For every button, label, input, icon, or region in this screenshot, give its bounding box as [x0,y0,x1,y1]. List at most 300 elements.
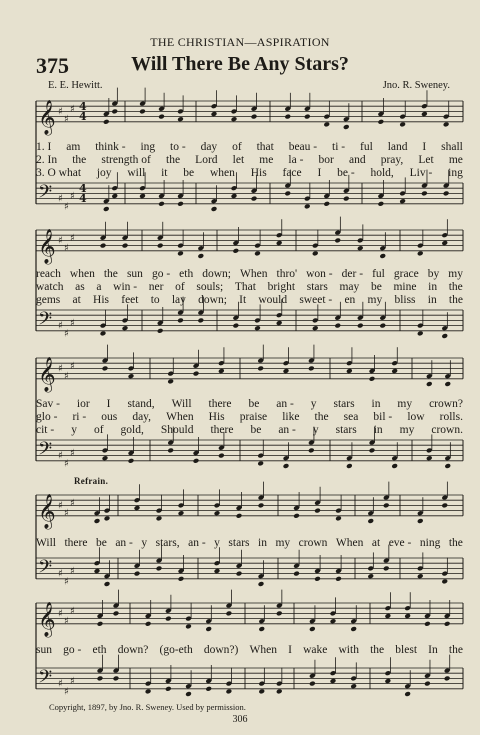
note-head [444,621,451,627]
lyric-syllable: grace [393,268,419,280]
lyric-syllable: of [175,281,185,293]
note-head [284,114,291,120]
note-head [335,576,342,582]
note-head [218,368,225,374]
lyric-syllable: my [397,398,413,410]
lyric-syllable: of [93,424,104,436]
note-head [214,510,221,516]
note-head [367,518,374,524]
lyric-syllable: 2. In [36,154,58,166]
note-head [156,515,163,521]
note-head [421,190,428,196]
lyric-syllable: the [314,411,329,423]
note-head [293,571,300,577]
note-head [236,571,243,577]
lyric-syllable: land [387,141,408,153]
lyric-syllable: lay [171,294,186,306]
note-head [399,121,406,127]
refrain-label: Refrain. [74,476,109,486]
note-head [254,325,261,331]
note-head [185,623,192,629]
lyric-syllable: stand, [127,398,155,410]
lyric-syllable: there [210,424,234,436]
note-head [236,513,243,519]
bass-clef-icon: 𝄢 [38,308,53,334]
lyric-syllable: mine [393,281,417,293]
note-head [385,678,392,684]
note-head [156,565,163,571]
page-number: 306 [232,714,248,725]
sharp-icon: ♯ [58,450,63,462]
lyric-syllable: in [427,294,437,306]
lyric-syllable: would [258,294,288,306]
lyric-syllable: Lord [195,154,218,166]
note-head [103,119,110,125]
lyric-syllable: ner [148,281,164,293]
note-head [134,505,141,511]
note-head [399,198,406,204]
note-head [177,317,184,323]
note-head [157,328,164,334]
hymn-number: 375 [36,53,69,78]
note-head [97,621,104,627]
note-head [214,568,221,574]
note-head [113,610,120,616]
lyric-syllable: the [72,154,87,166]
lyric-syllable: praise [239,411,268,423]
time-signature: 4 [79,100,87,113]
note-head [145,621,152,627]
note-head [111,108,118,114]
note-head [441,502,448,508]
note-head [444,381,451,387]
bass-clef-icon: 𝄢 [38,438,53,464]
lyric-syllable: crown [298,537,328,549]
lyric-syllable: in [373,424,383,436]
lyric-syllable: the [448,537,463,549]
lyric-syllable: joy [96,167,112,179]
lyric-syllable: and [349,154,366,166]
note-head [309,681,316,687]
lyric-syllable: feet [121,294,139,306]
note-head [158,201,165,207]
lyric-syllable: stars [333,398,355,410]
lyric-syllable: la - [288,154,304,166]
note-head [276,688,283,694]
lyric-syllable: the [166,154,181,166]
note-head [167,378,174,384]
lyric-syllable: my [275,537,291,549]
lyric-syllable: the [448,294,463,306]
note-head [350,626,357,632]
note-head [103,206,110,212]
note-head [441,578,448,584]
note-head [323,201,330,207]
note-head [128,373,135,379]
note-head [426,455,433,461]
note-head [226,688,233,694]
lyric-syllable: crown. [431,424,463,436]
sharp-icon: ♯ [58,193,63,205]
lyric-syllable: ing [140,141,156,153]
time-signature: 4 [79,192,87,205]
lyric-syllable: ior [76,398,90,410]
lyric-syllable: in [371,398,381,410]
note-head [304,203,311,209]
note-head [178,510,185,516]
lyric-syllable: ning [419,537,441,549]
lyric-syllable: an - [276,398,294,410]
lyric-syllable: souls; [196,281,224,293]
note-head [257,365,264,371]
lyric-syllable: When [240,268,268,280]
note-head [330,618,337,624]
note-head [283,368,290,374]
note-head [197,317,204,323]
lyric-syllable: sea [343,411,359,423]
lyric-syllable: to - [170,141,186,153]
lyric-syllable: I [317,167,322,179]
treble-clef-icon: 𝄞 [38,601,56,637]
note-head [111,193,118,199]
note-head [312,250,319,256]
note-head [367,573,374,579]
lyric-syllable: eth [92,644,107,656]
bass-clef-icon: 𝄢 [38,181,53,207]
note-head [128,458,135,464]
lyric-line [36,268,463,281]
note-head [391,368,398,374]
note-head [100,330,107,336]
note-head [293,513,300,519]
sharp-icon: ♯ [58,363,63,375]
sharp-icon: ♯ [64,243,69,255]
lyric-syllable: In [428,644,438,656]
lyric-syllable: stars [335,424,357,436]
note-head [258,688,265,694]
lyric-syllable: day [200,141,218,153]
note-head [205,686,212,692]
note-head [346,368,353,374]
note-head [97,675,104,681]
lyric-syllable: ful [372,268,385,280]
note-head [404,691,411,697]
note-head [211,111,218,117]
lyric-syllable: of [232,141,242,153]
note-head [211,206,218,212]
note-head [378,119,385,125]
lyric-syllable: gold, [120,424,144,436]
bass-clef-icon: 𝄢 [38,556,53,582]
lyric-syllable: wake [303,644,328,656]
note-head [94,518,101,524]
lyric-syllable: ri - [72,411,87,423]
note-head [139,193,146,199]
lyric-syllable: by [427,268,440,280]
sharp-icon: ♯ [64,686,69,698]
note-head [232,248,239,254]
lyric-syllable: stars [228,537,250,549]
composer-credit: Jno. R. Sweney. [382,80,450,91]
lyric-syllable: His [93,294,110,306]
note-head [424,681,431,687]
lyric-syllable: when [69,268,95,280]
note-head [441,240,448,246]
note-head [421,111,428,117]
note-head [258,626,265,632]
note-head [177,116,184,122]
note-head [357,245,364,251]
note-head [157,243,164,249]
note-head [369,447,376,453]
time-signature: 4 [79,110,87,123]
lyric-syllable: be [250,424,262,436]
lyric-syllable: sun [126,268,143,280]
lyric-line [36,398,463,411]
note-head [193,458,200,464]
copyright-notice: Copyright, 1897, by Jno. R. Sweney. Used by permission. [49,702,246,712]
sharp-icon: ♯ [58,678,63,690]
sharp-icon: ♯ [64,114,69,126]
lyric-syllable: Liv - [409,167,433,179]
lyric-syllable: I [106,398,111,410]
note-head [251,196,258,202]
sharp-icon: ♯ [64,371,69,383]
lyric-syllable: an - [188,537,206,549]
bass-clef-icon: 𝄢 [38,666,53,692]
lyric-syllable: there [64,537,88,549]
lyric-syllable: that [256,141,274,153]
lyric-syllable: 1. I [36,141,52,153]
treble-clef-icon: 𝄞 [38,356,56,392]
note-head [334,323,341,329]
lyric-syllable: with [338,644,359,656]
lyric-syllable: let [232,154,245,166]
note-head [122,325,129,331]
note-head [283,463,290,469]
note-head [139,108,146,114]
lyric-syllable: eth [179,268,194,280]
lyric-syllable: down?) [203,644,239,656]
lyric-syllable: the [448,644,463,656]
lyric-syllable: think - [95,141,126,153]
lyric-syllable: watch [36,281,64,293]
note-head [104,515,111,521]
lyric-syllable: stars, [155,537,180,549]
lyric-syllable: be - [337,167,355,179]
note-head [102,365,109,371]
note-head [379,323,386,329]
note-head [258,502,265,508]
sharp-icon: ♯ [70,566,75,577]
sharp-icon: ♯ [70,605,75,617]
lyric-syllable: I [288,644,292,656]
note-head [232,323,239,329]
sharp-icon: ♯ [70,360,75,372]
lyric-syllable: to [150,294,160,306]
lyric-line [36,644,463,657]
note-head [312,325,319,331]
lyric-syllable: glo - [36,411,58,423]
lyric-syllable: It [239,294,247,306]
note-head [369,376,376,382]
note-head [378,201,385,207]
lyric-syllable: gems [36,294,61,306]
note-head [314,508,321,514]
lyric-syllable: His [250,167,267,179]
lyric-syllable: be [248,398,260,410]
note-head [284,190,291,196]
lyric-syllable: down; [202,268,231,280]
note-head [258,581,265,587]
note-head [276,240,283,246]
note-head [308,447,315,453]
note-head [346,463,353,469]
note-head [254,250,261,256]
lyric-syllable: the [103,268,118,280]
lyric-syllable: When [249,644,277,656]
lyric-syllable: When [335,537,364,549]
note-head [193,371,200,377]
lyric-syllable: me [259,154,274,166]
lyric-syllable: (go-eth [159,644,193,656]
note-head [417,518,424,524]
sharp-icon: ♯ [64,576,69,588]
lyric-line [36,154,463,167]
note-head [100,243,107,249]
lyric-line [36,141,463,154]
note-head [185,691,192,697]
sharp-icon: ♯ [70,448,75,459]
lyric-syllable: ous [101,411,118,423]
lyric-syllable: in [428,281,438,293]
lyric-syllable: face [282,167,302,179]
sharp-icon: ♯ [70,497,75,509]
lyric-syllable: will [127,167,146,179]
note-head [177,250,184,256]
sharp-icon: ♯ [64,616,69,628]
sharp-icon: ♯ [70,232,75,244]
note-head [178,576,185,582]
lyric-syllable: I [422,141,427,153]
sharp-icon: ♯ [58,568,63,580]
lyric-syllable: der - [341,268,364,280]
note-head [251,114,258,120]
sharp-icon: ♯ [70,318,75,329]
note-head [383,565,390,571]
lyric-line [36,537,463,550]
lyric-syllable: crown? [429,398,463,410]
lyric-syllable: ful [360,141,373,153]
note-head [177,201,184,207]
lyric-syllable: bright [267,281,296,293]
lyric-syllable: a [96,281,102,293]
lyric-syllable: my [367,294,383,306]
note-head [113,675,120,681]
lyric-syllable: am [66,141,81,153]
note-head [231,193,238,199]
lyric-syllable: like [282,411,300,423]
lyric-syllable: reach [36,268,61,280]
sharp-icon: ♯ [58,235,63,247]
note-head [443,190,450,196]
note-head [276,610,283,616]
lyric-syllable: Will [36,537,56,549]
note-head [417,330,424,336]
lyric-syllable: 3. O what [36,167,82,179]
note-head [343,196,350,202]
lyric-syllable: strength of [101,154,151,166]
note-head [165,616,172,622]
lyric-syllable: y [71,424,77,436]
lyric-syllable: go - [151,268,171,280]
note-head [104,581,111,587]
lyric-syllable: down; [198,294,227,306]
sharp-icon: ♯ [64,458,69,470]
lyric-syllable: Sav - [36,398,60,410]
lyric-syllable: blest [395,644,418,656]
note-head [385,613,392,619]
lyric-syllable: y [312,424,319,436]
lyric-syllable: en [344,294,356,306]
lyric-syllable: Let [418,154,434,166]
sharp-icon: ♯ [58,608,63,620]
lyric-syllable: cit - [36,424,55,436]
lyric-syllable: y [141,537,148,549]
lyric-syllable: bil - [373,411,393,423]
hymn-title: Will There Be Any Stars? [131,53,349,75]
time-signature: 4 [79,182,87,195]
lyric-syllable: stars [306,281,328,293]
note-head [167,447,174,453]
note-head [205,626,212,632]
sharp-icon: ♯ [58,320,63,332]
lyric-syllable: bor [318,154,334,166]
lyric-syllable: His [208,411,225,423]
lyric-syllable: when [209,167,235,179]
lyric-syllable: shall [441,141,463,153]
lyric-line [36,411,463,424]
lyric-syllable: down? [117,644,149,656]
note-head [122,243,129,249]
lyric-line [36,424,463,437]
lyric-syllable: go - [63,644,82,656]
note-head [357,323,364,329]
lyric-syllable: there [208,398,232,410]
lyric-syllable: be [370,281,382,293]
note-head [391,463,398,469]
lyric-syllable: beau - [288,141,318,153]
sharp-icon: ♯ [64,328,69,340]
note-head [343,124,350,130]
note-head [334,237,341,243]
lyric-syllable: may [339,281,360,293]
treble-clef-icon: 𝄞 [38,99,56,135]
section-heading: THE CHRISTIAN—ASPIRATION [150,35,330,49]
note-head [330,678,337,684]
lyric-syllable: y [214,537,220,549]
lyric-syllable: an - [278,424,296,436]
lyric-syllable: rolls. [439,411,463,423]
lyric-syllable: That [234,281,256,293]
lyric-syllable: my [399,424,415,436]
note-head [308,365,315,371]
lyric-syllable: ti - [332,141,346,153]
lyric-syllable: at [72,294,81,306]
note-head [444,675,451,681]
lyric-syllable: win - [113,281,138,293]
treble-clef-icon: 𝄞 [38,228,56,264]
